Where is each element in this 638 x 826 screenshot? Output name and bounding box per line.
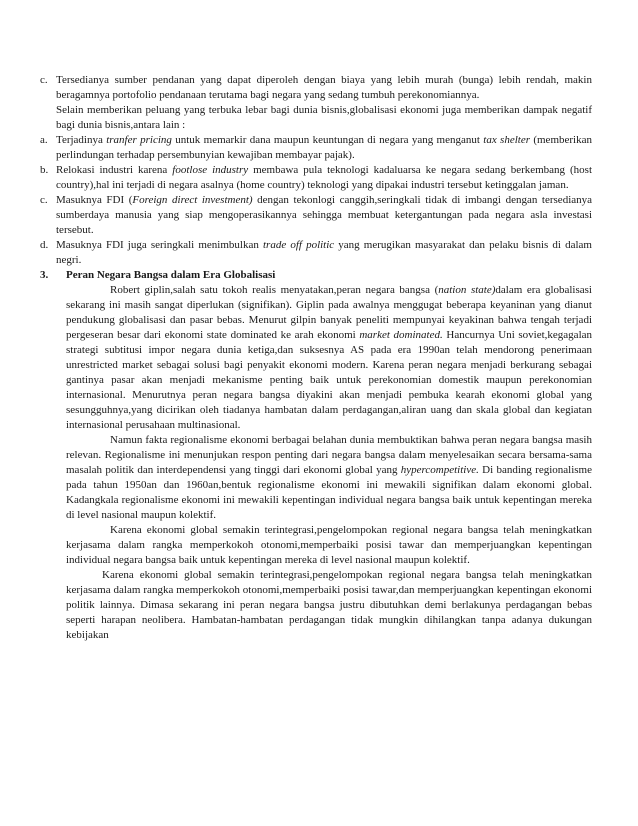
section-heading <box>40 268 592 283</box>
list-marker: c. <box>40 194 48 206</box>
section-title: Peran Negara Bangsa dalam Era Globalisasi <box>66 269 276 281</box>
body-paragraph-1: Robert giplin,salah satu tokoh realis menyatakan,peran negara bangsa (nation state)dalam era globalisasi sekarang ini masih sangat diperlukan (signifikan). Giplin pada awalnya menggugat beberapa keyaninan yang dianut pendukung globalisasi dan pasar bebas. Menurut gilpin banyak peneliti mempunyai keyakinan bahwa tengah terjadi pergeseran besar dari ekonomi state dominated ke arah ekonomi market dominated. Hancurnya Uni soviet,kegagalan strategi subtitusi impor negara dunia ketiga,dan suksesnya AS pada era 1990an telah mendorong penerimaan unrestricted market sebagai solusi bagi penyakit ekonomi modern. Karena peran negara menjadi berkurang sebagai gantinya pasar akan menjadi mekanisme penting baik untuk perekonomian domestik maupun perekonomian internasional. Menurutnya peran negara bangsa diyakini akan menjadi pembuka kearah ekonomi global yang sesungguhnya,yang dicirikan oleh tiadanya hambatan dalam perdagangan,aliran uang dan skala global dan kegiatan internasional perusahaan multinasional. <box>66 284 593 431</box>
list-item-text: Relokasi industri karena footlose industry membawa pula teknologi kadaluarsa ke negara sedang berkembang (host country),hal ini terjadi di negara asalnya (home country) teknologi yang dipakai industri tersebut ketinggalan jaman. <box>56 164 593 191</box>
italic-term: Foreign direct investment) <box>132 194 253 206</box>
section-number: 3. <box>40 269 49 281</box>
italic-term: tax shelter <box>483 134 530 146</box>
list-item-a-negative <box>40 133 592 163</box>
body-paragraph-4: Karena ekonomi global semakin terintegrasi,pengelompokan regional negara bangsa telah meningkatkan kerjasama dalam rangka memperkokoh otonomi,memperbaiki posisi tawar,dan memperjuangkan kepentingan ekonomi politik lainnya. Dimasa sekarang ini peran negara bangsa justru dibutuhkan demi berlakunya perdagangan bebas seperti harapan neolibera. Hambatan-hambatan perdagangan tidak mungkin dihilangkan tanpa adanya dukungan kebijakan <box>66 569 592 641</box>
list-item-c-benefit <box>40 73 592 103</box>
list-marker: c. <box>40 74 48 86</box>
italic-term: footlose industry <box>172 164 249 176</box>
document-page <box>40 73 592 643</box>
list-item-c-negative <box>40 193 592 238</box>
italic-term: market dominated. <box>359 329 443 341</box>
list-marker: b. <box>40 164 49 176</box>
list-item-b-negative <box>40 163 592 193</box>
italic-term: tranfer pricing <box>106 134 172 146</box>
list-marker: d. <box>40 239 49 251</box>
body-paragraph-3: Karena ekonomi global semakin terintegrasi,pengelompokan regional negara bangsa telah meningkatkan kerjasama dalam rangka memperkokoh otonomi,memperbaiki posisi tawar dan memperjuangkan kepentingan individual negara bangsa baik untuk kepentingan mereka di level nasional maupun kolektif. <box>66 524 592 566</box>
negative-impact-intro: Selain memberikan peluang yang terbuka lebar bagi dunia bisnis,globalisasi ekonomi juga memberikan dampak negatif bagi dunia bisnis,antara lain : <box>56 104 592 131</box>
italic-term: nation state) <box>438 284 496 296</box>
list-item-text: Tersedianya sumber pendanan yang dapat diperoleh dengan biaya yang lebih murah (bunga) lebih rendah, makin beragamnya portofolio pendanaan terutama bagi negara yang sedang tumbuh perekonomiannya. <box>56 74 592 101</box>
list-item-d-negative <box>40 238 592 268</box>
list-item-text: Terjadinya tranfer pricing untuk memarkir dana maupun keuntungan di negara yang menganut tax shelter (memberikan perlindungan terhadap persembunyian kewajiban membayar pajak). <box>56 134 592 161</box>
italic-term: hypercompetitive. <box>400 464 479 476</box>
italic-term: trade off politic <box>262 239 335 251</box>
list-item-text: Masuknya FDI (Foreign direct investment) dengan tekonlogi canggih,seringkali tidak di imbangi dengan tersedianya sumberdaya manusia yang siap mengoperasikannya sehingga membuat ketergantungan pada negara asla investasi tersebut. <box>56 194 593 236</box>
list-marker: a. <box>40 134 48 146</box>
list-item-text: Masuknya FDI juga seringkali menimbulkan trade off politic yang merugikan masyarakat dan pelaku bisnis di dalam negri. <box>56 239 592 266</box>
body-paragraph-2: Namun fakta regionalisme ekonomi berbagai belahan dunia membuktikan bahwa peran negara bangsa masih relevan. Regionalisme ini menunjukan respon penting dari negara bangsa dalam menyelesaikan secara bersama-sama masalah politik dan interdependensi yang tinggi dari ekonomi global yang hypercompetitive. Di banding regionalisme pada tahun 1950an dan 1960an,bentuk regionalisme ekonomi ini mewakili signifikan dalam ekonomi global. Kadangkala regionalisme ekonomi ini mewakili kepentingan individual negara bangsa baik untuk kepentingan mereka di level nasional maupun kolektif. <box>66 434 592 521</box>
